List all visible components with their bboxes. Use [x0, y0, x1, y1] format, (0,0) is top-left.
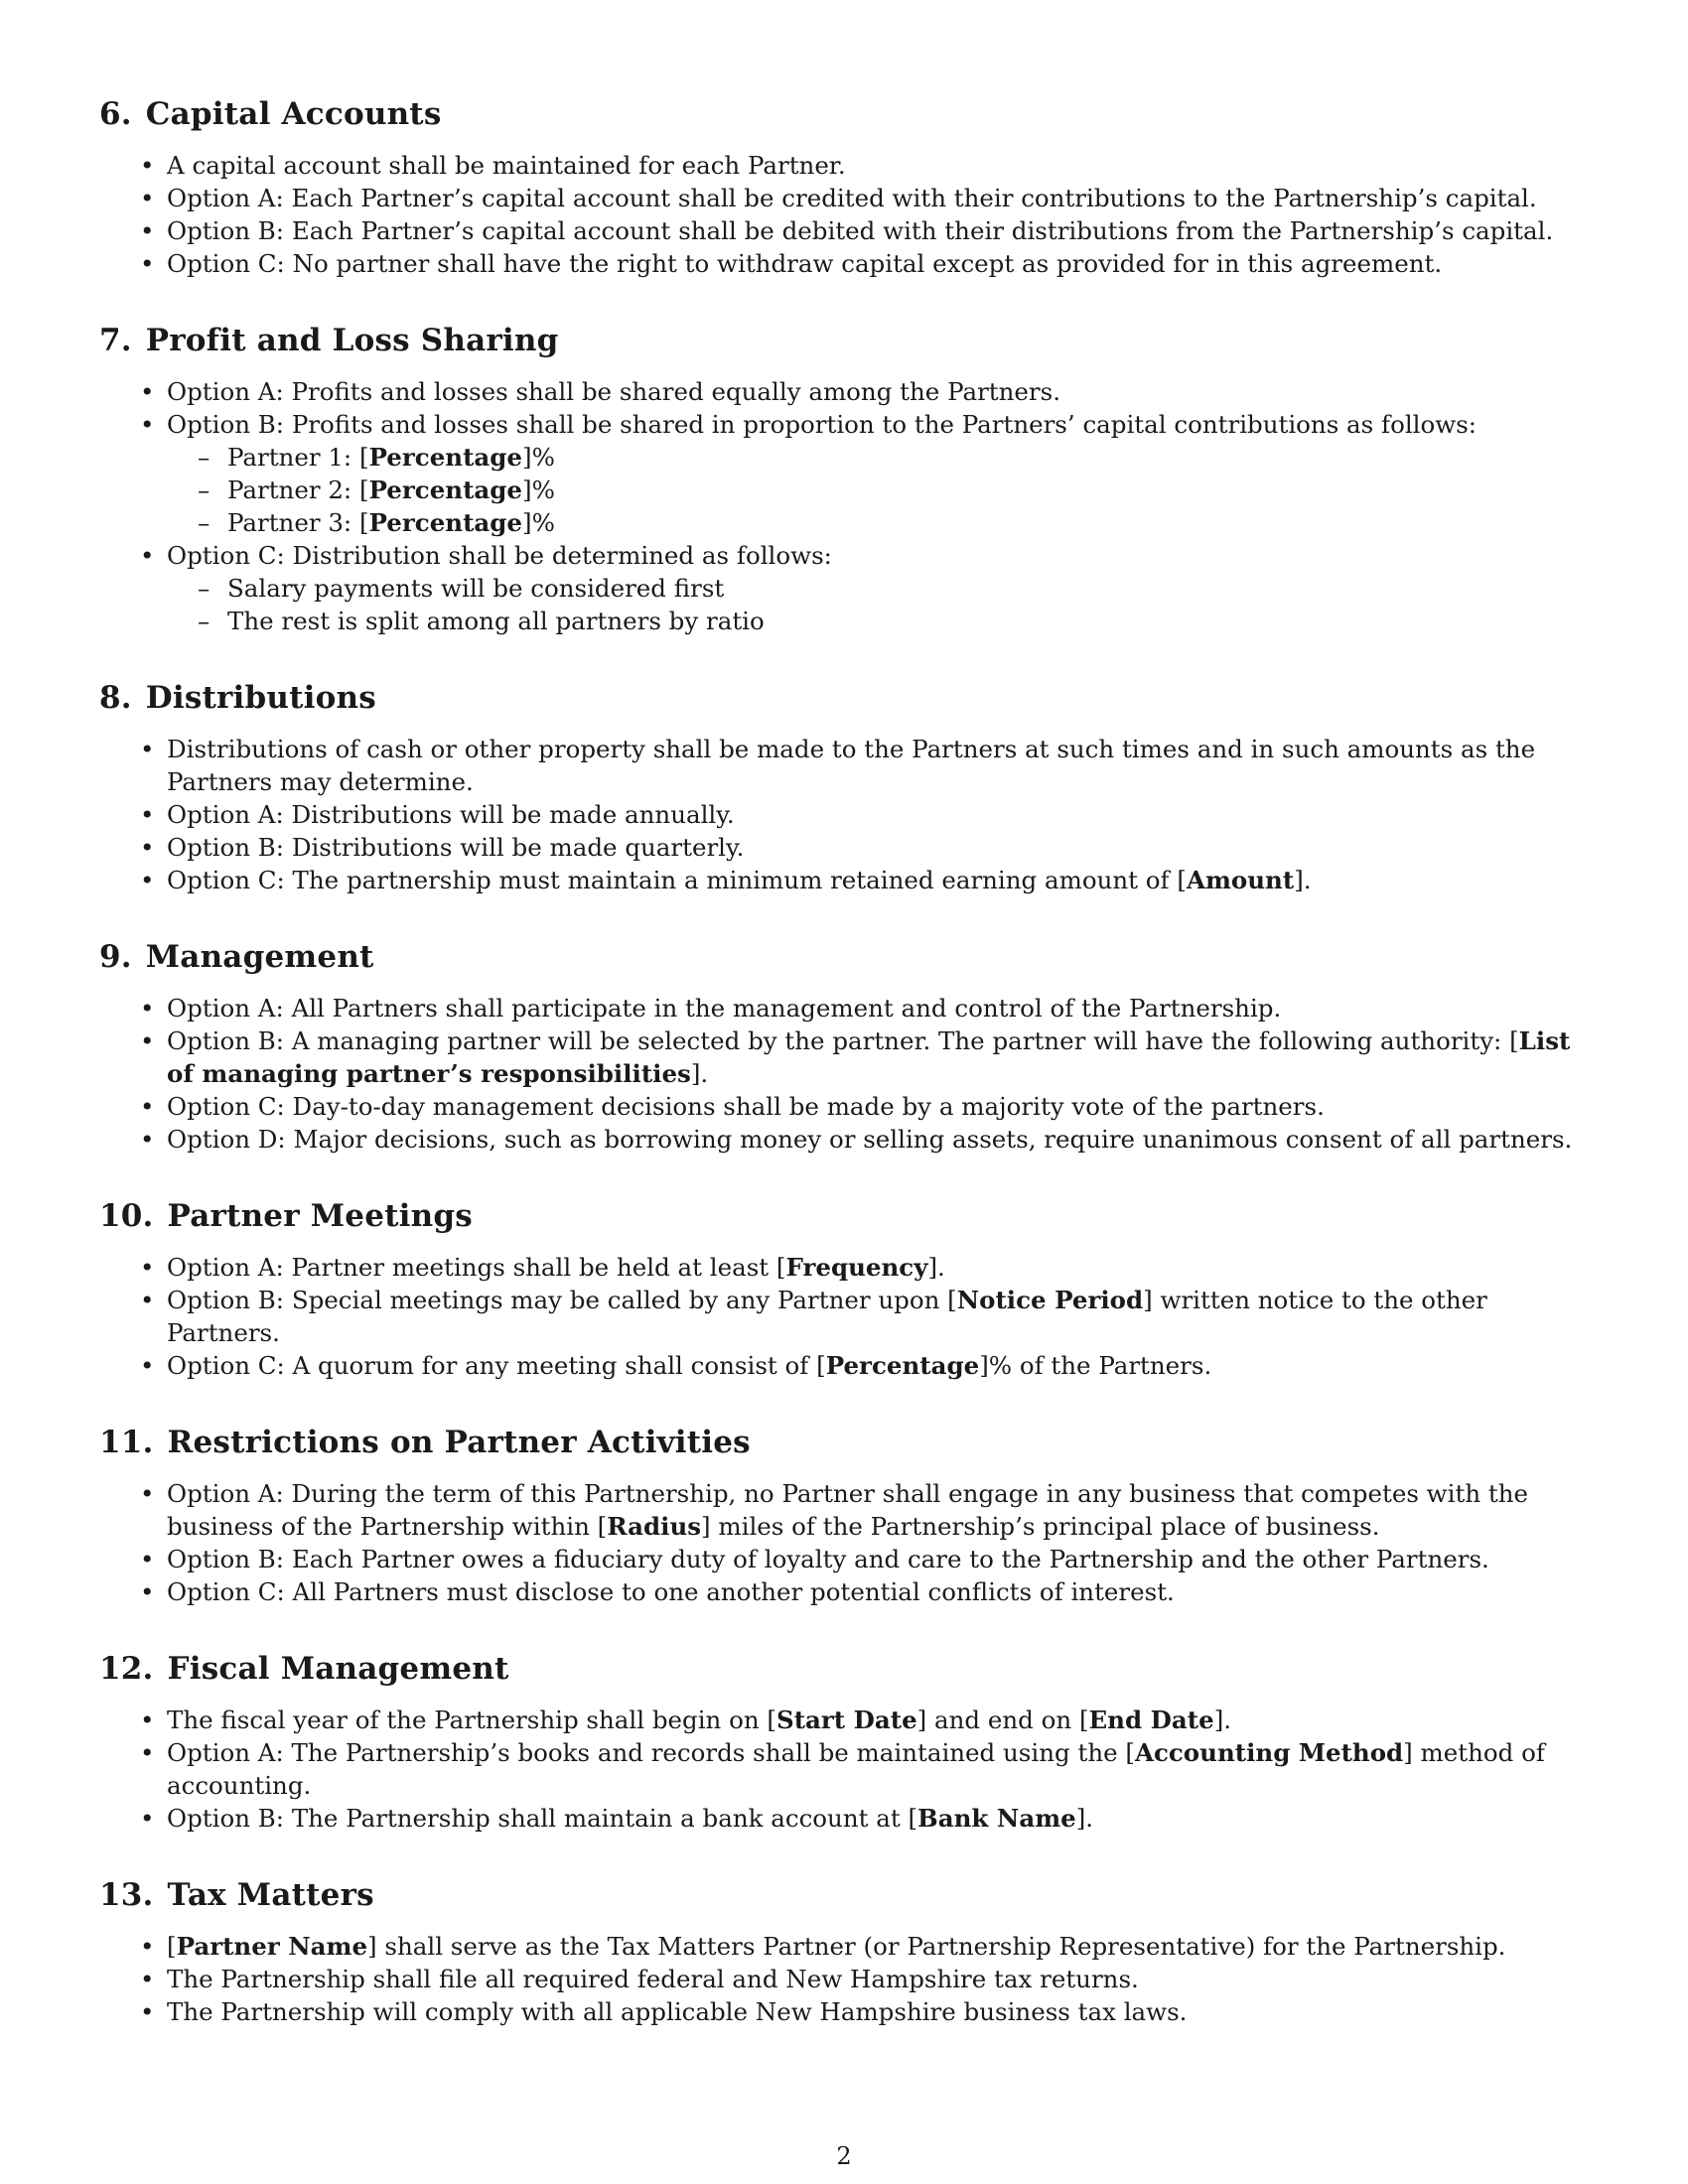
section-heading	[99, 1649, 1594, 1689]
placeholder-field: Percentage	[368, 508, 523, 537]
section-7	[99, 321, 1594, 637]
section-number: 6.	[99, 96, 132, 132]
placeholder-field: Accounting Method	[1134, 1738, 1404, 1767]
list-item: • Option C: A quorum for any meeting shall consist of [Percentage]% of the Partners.	[167, 1349, 1594, 1382]
placeholder-field: Start Date	[776, 1706, 917, 1734]
placeholder-field: Bank Name	[917, 1804, 1076, 1833]
section-number: 9.	[99, 939, 132, 975]
list-item: • Option A: The Partnership’s books and records shall be maintained using the [Accounting Method] method of accounting.	[167, 1736, 1594, 1802]
list-item: • Option A: During the term of this Partnership, no Partner shall engage in any business that competes with the business of the Partnership within [Radius] miles of the Partnership’s principal place of business.	[167, 1477, 1594, 1543]
list-item: • Option C: Day-to-day management decisions shall be made by a majority vote of the partners.	[167, 1090, 1594, 1123]
list-item: • Option C: No partner shall have the right to withdraw capital except as provided for in this agreement.	[167, 247, 1594, 280]
section-9	[99, 937, 1594, 1156]
document-page	[99, 94, 1594, 2069]
section-title: Partner Meetings	[167, 1198, 473, 1234]
section-8	[99, 678, 1594, 896]
section-12	[99, 1649, 1594, 1835]
page-number: 2	[836, 2142, 852, 2170]
bullet-list	[99, 149, 1594, 280]
list-item: • Option B: The Partnership shall maintain a bank account at [Bank Name].	[167, 1802, 1594, 1835]
section-title: Distributions	[145, 680, 376, 716]
list-item: • Option C: All Partners must disclose to one another potential conflicts of interest.	[167, 1575, 1594, 1608]
list-item: • Option B: A managing partner will be selected by the partner. The partner will have the following authority: [List of managing partner’s responsibilities].	[167, 1024, 1594, 1090]
sub-list	[167, 441, 1594, 539]
section-number: 7.	[99, 323, 132, 358]
list-item: • Option B: Each Partner’s capital account shall be debited with their distributions from the Partnership’s capital.	[167, 214, 1594, 247]
list-item: • Option C: The partnership must maintain a minimum retained earning amount of [Amount].	[167, 864, 1594, 896]
bullet-list	[99, 733, 1594, 896]
list-item: • Option B: Each Partner owes a fiduciary duty of loyalty and care to the Partnership and the other Partners.	[167, 1543, 1594, 1575]
section-number: 13.	[99, 1877, 154, 1913]
section-number: 10.	[99, 1198, 154, 1234]
sub-list-item: – Partner 1: [Percentage]%	[227, 441, 1594, 474]
placeholder-field: Notice Period	[956, 1286, 1144, 1314]
bullet-list	[99, 375, 1594, 637]
placeholder-field: Frequency	[785, 1253, 928, 1282]
section-11	[99, 1423, 1594, 1608]
section-10	[99, 1196, 1594, 1382]
placeholder-field: Percentage	[825, 1351, 980, 1380]
placeholder-field: Partner Name	[176, 1932, 368, 1961]
section-heading	[99, 94, 1594, 134]
placeholder-field: Amount	[1186, 866, 1295, 894]
list-item: • A capital account shall be maintained for each Partner.	[167, 149, 1594, 182]
sub-list-item: – Partner 3: [Percentage]%	[227, 506, 1594, 539]
sub-list-item: – Partner 2: [Percentage]%	[227, 474, 1594, 506]
placeholder-field: List of managing partner’s responsibilities	[167, 1026, 1571, 1088]
section-title: Tax Matters	[167, 1877, 374, 1913]
section-heading	[99, 937, 1594, 977]
bullet-list	[99, 1251, 1594, 1382]
section-heading	[99, 1875, 1594, 1915]
section-title: Restrictions on Partner Activities	[167, 1425, 751, 1460]
section-title: Management	[145, 939, 374, 975]
section-heading	[99, 678, 1594, 718]
list-item: • Option A: Profits and losses shall be shared equally among the Partners.	[167, 375, 1594, 408]
section-13	[99, 1875, 1594, 2028]
section-6	[99, 94, 1594, 280]
sub-list-item: – The rest is split among all partners by ratio	[227, 605, 1594, 637]
placeholder-field: End Date	[1088, 1706, 1214, 1734]
list-item: • The Partnership will comply with all applicable New Hampshire business tax laws.	[167, 1995, 1594, 2028]
list-item: • Option B: Profits and losses shall be shared in proportion to the Partners’ capital contributions as follows: – Partner 1: [Percentage]% – Partner 2: [Percentage]% – Partner 3: [Percentage]%	[167, 408, 1594, 539]
list-item: • Option A: Each Partner’s capital account shall be credited with their contributions to the Partnership’s capital.	[167, 182, 1594, 214]
section-heading	[99, 1196, 1594, 1236]
list-item: • Option D: Major decisions, such as borrowing money or selling assets, require unanimous consent of all partners.	[167, 1123, 1594, 1156]
list-item: • The Partnership shall file all required federal and New Hampshire tax returns.	[167, 1963, 1594, 1995]
list-item: • [Partner Name] shall serve as the Tax Matters Partner (or Partnership Representative) for the Partnership.	[167, 1930, 1594, 1963]
list-item: • Option A: Partner meetings shall be held at least [Frequency].	[167, 1251, 1594, 1284]
section-number: 12.	[99, 1651, 154, 1687]
section-heading	[99, 1423, 1594, 1462]
list-item: • Distributions of cash or other property shall be made to the Partners at such times and in such amounts as the Partners may determine.	[167, 733, 1594, 798]
section-number: 11.	[99, 1425, 154, 1460]
list-item: • Option C: Distribution shall be determined as follows: – Salary payments will be considered first – The rest is split among all partners by ratio	[167, 539, 1594, 637]
list-item: • Option A: Distributions will be made annually.	[167, 798, 1594, 831]
section-title: Fiscal Management	[167, 1651, 509, 1687]
list-item: • Option A: All Partners shall participate in the management and control of the Partnership.	[167, 992, 1594, 1024]
section-title: Capital Accounts	[145, 96, 442, 132]
list-item: • Option B: Special meetings may be called by any Partner upon [Notice Period] written notice to the other Partners.	[167, 1284, 1594, 1349]
sub-list-item: – Salary payments will be considered first	[227, 572, 1594, 605]
placeholder-field: Percentage	[368, 476, 523, 504]
bullet-list	[99, 1704, 1594, 1835]
sub-list	[167, 572, 1594, 637]
bullet-list	[99, 1477, 1594, 1608]
placeholder-field: Radius	[607, 1512, 702, 1541]
section-title: Profit and Loss Sharing	[145, 323, 559, 358]
bullet-list	[99, 992, 1594, 1156]
section-number: 8.	[99, 680, 132, 716]
bullet-list	[99, 1930, 1594, 2028]
section-heading	[99, 321, 1594, 360]
list-item: • Option B: Distributions will be made quarterly.	[167, 831, 1594, 864]
placeholder-field: Percentage	[368, 443, 523, 472]
list-item: • The fiscal year of the Partnership shall begin on [Start Date] and end on [End Date].	[167, 1704, 1594, 1736]
